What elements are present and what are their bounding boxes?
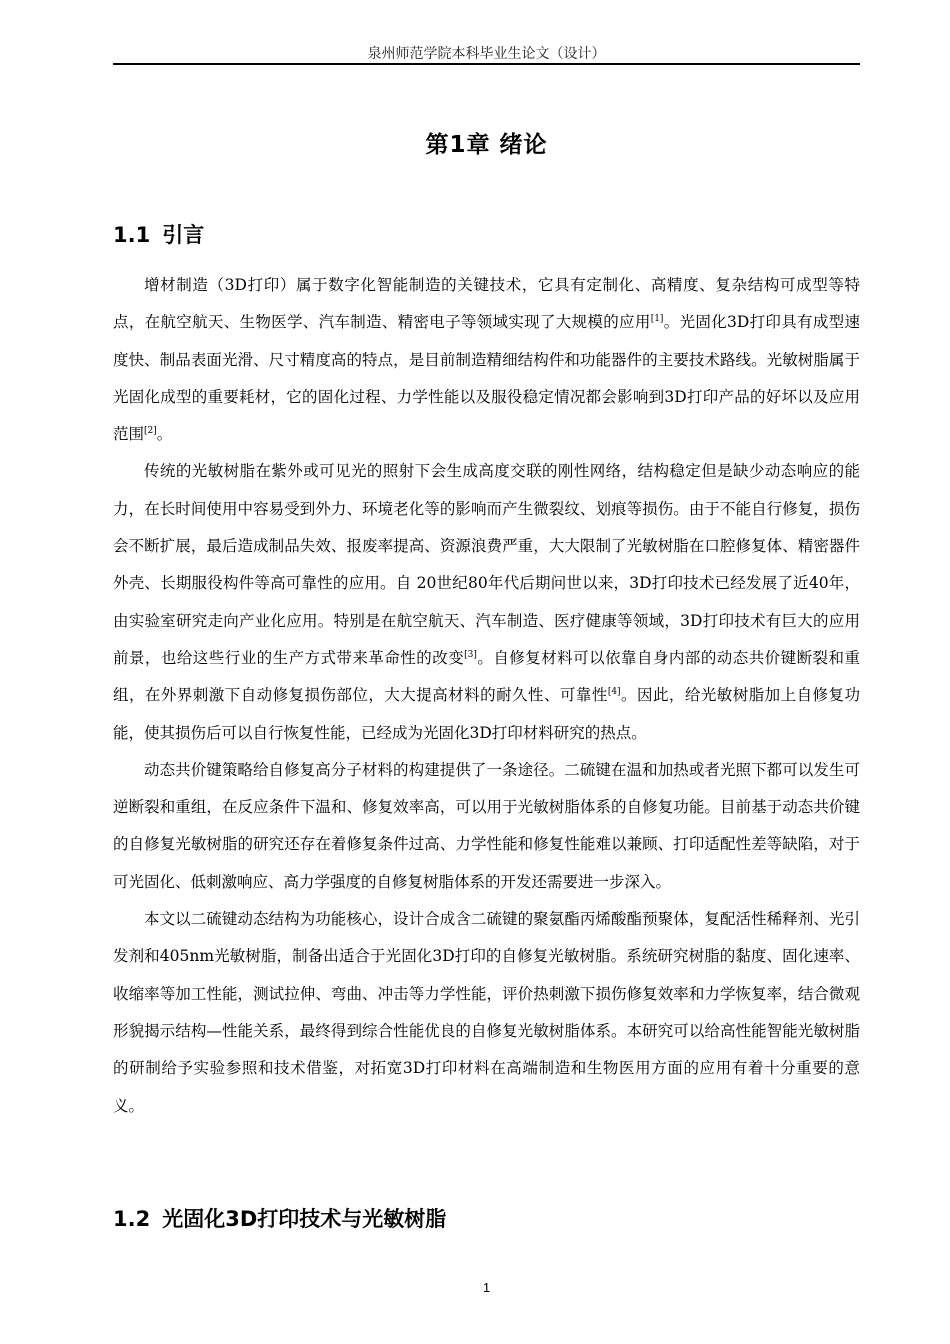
paragraph <box>113 453 860 751</box>
section-heading-1-2 <box>113 1204 860 1234</box>
citation-marker: [3] <box>464 649 477 660</box>
section-number: 1.1 <box>113 223 151 247</box>
citation-marker: [2] <box>144 426 157 437</box>
paragraph-text: 传统的光敏树脂在紫外或可见光的照射下会生成高度交联的刚性网络，结构稳定但是缺少动态响应的能力，在长时间使用中容易受到外力、环境老化等的影响而产生微裂纹、划痕等损伤。由于不能自行修复，损伤会不断扩展，最后造成制品失效、报废率提高、资源浪费严重，大大限制了光敏树脂在口腔修复体、精密器件外壳、长期服役构件等高可靠性的应用。自 20世纪80年代后期问世以来，3D打印技术已经发展了近40年，由实验室研究走向产业化应用。特别是在航空航天、汽车制造、医疗健康等领域，3D打印技术有巨大的应用前景，也给这些行业的生产方式带来革命性的改变 <box>113 462 860 667</box>
page-number: 1 <box>482 1280 491 1295</box>
paragraph-text: 本文以二硫键动态结构为功能核心，设计合成含二硫键的聚氨酯丙烯酸酯预聚体，复配活性稀释剂、光引发剂和405nm光敏树脂，制备出适合于光固化3D打印的自修复光敏树脂。系统研究树脂的黏度、固化速率、收缩率等加工性能，测试拉伸、弯曲、冲击等力学性能，评价热刺激下损伤修复效率和力学恢复率，结合微观形貌揭示结构—性能关系，最终得到综合性能优良的自修复光敏树脂体系。本研究可以给高性能智能光敏树脂的研制给予实验参照和技术借鉴，对拓宽3D打印材料在高端制造和生物医用方面的应用有着十分重要的意义。 <box>113 910 860 1115</box>
section-title: 光固化3D打印技术与光敏树脂 <box>162 1207 447 1231</box>
paragraph-text: 。 <box>156 425 173 444</box>
paragraph-text: 。因此，给光敏树脂加上自修复功能，使其损伤后可以自行恢复性能，已经成为光固化3D打印材料研究的热点。 <box>113 686 860 742</box>
chapter-title: 第1章 绪论 <box>425 132 548 158</box>
section-number: 1.2 <box>113 1207 151 1231</box>
paragraph-text: 。自修复材料可以依靠自身内部的动态共价键断裂和重组，在外界刺激下自动修复损伤部位，大大提高材料的耐久性、可靠性 <box>113 648 860 705</box>
section-heading-1-1 <box>113 220 860 250</box>
header-rule <box>113 63 860 65</box>
paragraph <box>113 901 860 1125</box>
paragraph <box>113 267 860 453</box>
citation-marker: [4] <box>607 687 621 698</box>
paragraph-text: 。光固化3D打印具有成型速度快、制品表面光滑、尺寸精度高的特点，是目前制造精细结构件和功能器件的主要技术路线。光敏树脂属于光固化成型的重要耗材，它的固化过程、力学性能以及服役稳定情况都会影响到3D打印产品的好坏以及应用范围 <box>113 313 860 444</box>
section-title: 引言 <box>162 223 205 247</box>
citation-marker: [1] <box>650 314 664 325</box>
running-header: 泉州师范学院本科毕业生论文（设计） <box>367 46 606 62</box>
paragraph-text: 动态共价键策略给自修复高分子材料的构建提供了一条途径。二硫键在温和加热或者光照下都可以发生可逆断裂和重组，在反应条件下温和、修复效率高，可以用于光敏树脂体系的自修复功能。目前基于动态共价键的自修复光敏树脂的研究还存在着修复条件过高、力学性能和修复性能难以兼顾、打印适配性差等缺陷，对于可光固化、低刺激响应、高力学强度的自修复树脂体系的开发还需要进一步深入。 <box>113 760 860 891</box>
paragraph-text: 增材制造（3D打印）属于数字化智能制造的关键技术，它具有定制化、高精度、复杂结构可成型等特点，在航空航天、生物医学、汽车制造、精密电子等领域实现了大规模的应用 <box>113 276 860 332</box>
body-text <box>113 267 860 1125</box>
paragraph <box>113 752 860 901</box>
